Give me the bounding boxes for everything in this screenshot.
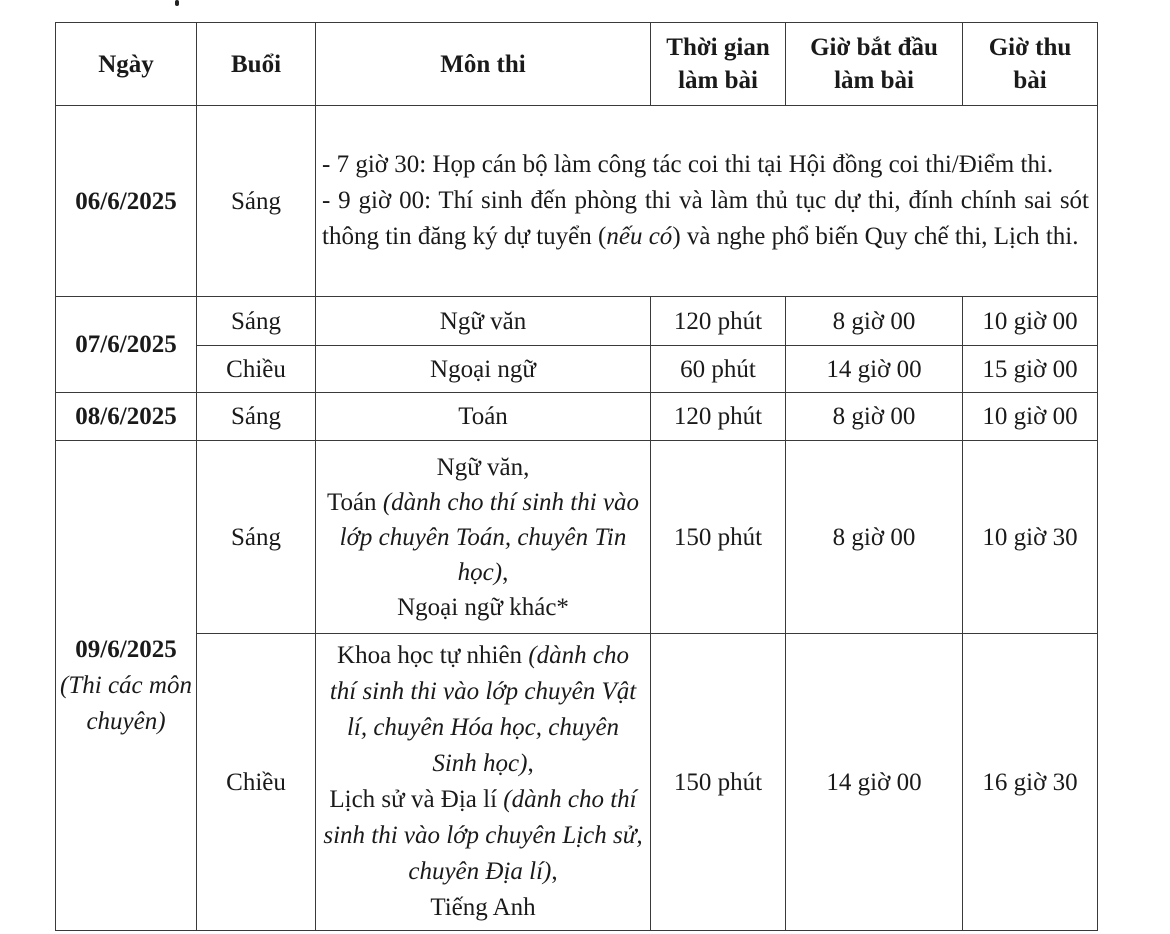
session-cell: Sáng: [197, 393, 316, 441]
header-date: Ngày: [56, 23, 197, 106]
subject-cell: Ngoại ngữ: [316, 346, 651, 393]
start-time-cell: 14 giờ 00: [786, 346, 963, 393]
date-cell: 06/6/2025: [56, 106, 197, 297]
session-cell: Sáng: [197, 106, 316, 297]
end-time-cell: 10 giờ 30: [963, 441, 1098, 634]
start-time-cell: 14 giờ 00: [786, 634, 963, 931]
start-time-cell: 8 giờ 00: [786, 297, 963, 346]
date-note: (Thi các môn chuyên): [60, 672, 192, 735]
header-start-time: Giờ bắt đầu làm bài: [786, 23, 963, 106]
start-time-cell: 8 giờ 00: [786, 393, 963, 441]
date-cell: 08/6/2025: [56, 393, 197, 441]
date-cell: 09/6/2025 (Thi các môn chuyên): [56, 441, 197, 931]
subject-cell: Khoa học tự nhiên (dành cho thí sinh thi vào lớp chuyên Vật lí, chuyên Hóa học, chuyên Sinh học), Lịch sử và Địa lí (dành cho thí sinh thi vào lớp chuyên Lịch sử, chuyên Địa lí), Tiếng Anh: [316, 634, 651, 931]
session-cell: Sáng: [197, 441, 316, 634]
session-cell: Chiều: [197, 634, 316, 931]
session-cell: Chiều: [197, 346, 316, 393]
table-row: [56, 393, 1098, 441]
duration-cell: 120 phút: [651, 393, 786, 441]
end-time-cell: 15 giờ 00: [963, 346, 1098, 393]
table-row: [56, 297, 1098, 346]
duration-cell: 150 phút: [651, 634, 786, 931]
header-row: [56, 23, 1098, 106]
preparation-note: - 7 giờ 30: Họp cán bộ làm công tác coi thi tại Hội đồng coi thi/Điểm thi. - 9 giờ 00: Thí sinh đến phòng thi và làm thủ tục dự thi, đính chính sai sót thông tin đăng ký dự tuyển (nếu có) và nghe phổ biến Quy chế thi, Lịch thi.: [316, 106, 1098, 297]
end-time-cell: 10 giờ 00: [963, 297, 1098, 346]
table-row: [56, 346, 1098, 393]
duration-cell: 60 phút: [651, 346, 786, 393]
header-end-time: Giờ thu bài: [963, 23, 1098, 106]
end-time-cell: 10 giờ 00: [963, 393, 1098, 441]
table-row: [56, 634, 1098, 931]
table-row: [56, 441, 1098, 634]
header-session: Buổi: [197, 23, 316, 106]
session-cell: Sáng: [197, 297, 316, 346]
duration-cell: 150 phút: [651, 441, 786, 634]
table-row: [56, 106, 1098, 297]
header-duration: Thời gian làm bài: [651, 23, 786, 106]
header-subject: Môn thi: [316, 23, 651, 106]
start-time-cell: 8 giờ 00: [786, 441, 963, 634]
exam-schedule-table: [55, 22, 1098, 931]
stray-mark: [175, 0, 179, 6]
end-time-cell: 16 giờ 30: [963, 634, 1098, 931]
subject-cell: Ngữ văn: [316, 297, 651, 346]
duration-cell: 120 phút: [651, 297, 786, 346]
subject-cell: Toán: [316, 393, 651, 441]
date-cell: 07/6/2025: [56, 297, 197, 393]
subject-cell: Ngữ văn, Toán (dành cho thí sinh thi vào lớp chuyên Toán, chuyên Tin học), Ngoại ngữ khác*: [316, 441, 651, 634]
